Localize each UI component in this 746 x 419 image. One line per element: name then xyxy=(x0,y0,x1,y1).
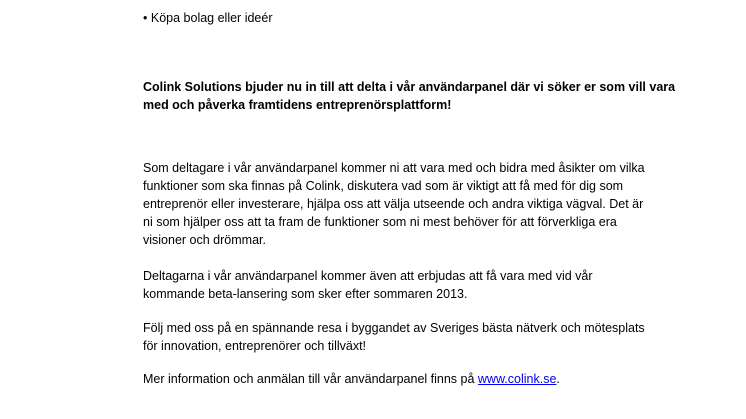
paragraph-1-line-2: funktioner som ska finnas på Colink, diskutera vad som är viktigt att få med för dig som xyxy=(143,179,624,193)
invitation-line-1: Colink Solutions bjuder nu in till att delta i vår användarpanel där vi söker er som vill vara xyxy=(143,80,676,94)
paragraph-1-line-4: ni som hjälper oss att ta fram de funktioner som ni mest behöver för att förverkliga era xyxy=(143,215,617,229)
paragraph-4-prefix: Mer information och anmälan till vår användarpanel finns på xyxy=(143,372,478,386)
paragraph-4 xyxy=(143,372,560,387)
paragraph-3-line-2: för innovation, entreprenörer och tillväxt! xyxy=(143,339,367,353)
paragraph-2-line-2: kommande beta-lansering som sker efter sommaren 2013. xyxy=(143,287,468,301)
paragraph-1-line-1: Som deltagare i vår användarpanel kommer ni att vara med och bidra med åsikter om vilka xyxy=(143,161,645,175)
paragraph-1-line-5: visioner och drömmar. xyxy=(143,233,266,247)
bullet-marker: • xyxy=(143,11,148,25)
invitation-line-2: med och påverka framtidens entreprenörsplattform! xyxy=(143,98,452,112)
paragraph-3-line-1: Följ med oss på en spännande resa i byggandet av Sveriges bästa nätverk och mötesplats xyxy=(143,321,645,335)
paragraph-2-line-1: Deltagarna i vår användarpanel kommer även att erbjudas att få vara med vid vår xyxy=(143,269,593,283)
bullet-item xyxy=(143,11,273,26)
paragraph-4-suffix: . xyxy=(556,372,560,386)
paragraph-1-line-3: entreprenör eller investerare, hjälpa oss att välja utseende och andra viktiga vägval. Det är xyxy=(143,197,644,211)
colink-website-link[interactable]: www.colink.se xyxy=(477,372,557,386)
bullet-text: Köpa bolag eller ideér xyxy=(150,11,273,25)
